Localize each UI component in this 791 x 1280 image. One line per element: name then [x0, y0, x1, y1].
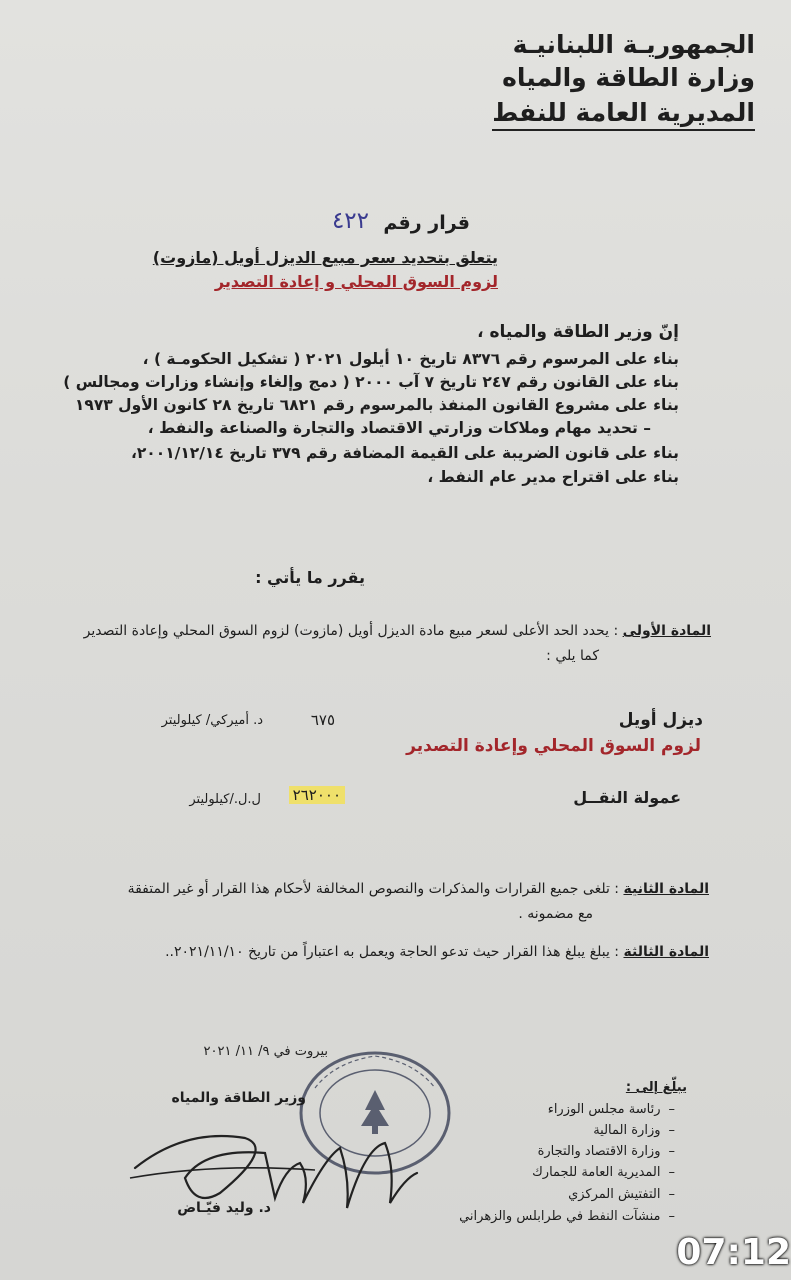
- distribution-item: – منشآت النفط في طرابلس والزهراني: [459, 1209, 675, 1224]
- article-3: [165, 944, 709, 960]
- commission-value-highlight: ٢٦٢٠٠٠: [289, 786, 345, 804]
- price-value: ٦٧٥: [310, 711, 335, 729]
- decision-subject: يتعلق بتحديد سعر مبيع الديزل أويل (مازوت): [152, 248, 498, 267]
- distribution-item: – وزارة الاقتصاد والتجارة: [538, 1144, 675, 1159]
- distribution-heading: يبلّغ إلى :: [625, 1080, 687, 1095]
- video-timestamp: 07:12: [676, 1232, 791, 1273]
- handwritten-signature: [125, 1108, 425, 1218]
- header-republic: الجمهوريـة اللبنانيـة: [512, 30, 755, 59]
- decides-heading: يقرر ما يأتي :: [255, 568, 365, 587]
- header-ministry: وزارة الطاقة والمياه: [502, 63, 755, 92]
- preamble-item: – تحديد مهام وملاكات وزارتي الاقتصاد والتجارة والصناعة والنفط ،: [147, 419, 651, 437]
- article-3-label: المادة الثالثة: [623, 944, 709, 960]
- article-1-text: : يحدد الحد الأعلى لسعر مبيع مادة الديزل أويل (مازوت) لزوم السوق المحلي وإعادة التصدير: [83, 623, 619, 639]
- header-directorate: المديرية العامة للنفط: [492, 98, 755, 131]
- preamble-item: بناء على مشروع القانون المنفذ بالمرسوم رقم ٦٨٢١ تاريخ ٢٨ كانون الأول ١٩٧٣: [74, 396, 679, 414]
- commission-label: عمولة النقــل: [573, 788, 681, 807]
- article-1-label: المادة الأولى: [622, 623, 711, 639]
- commission-value: [289, 786, 345, 804]
- article-2-cont: مع مضمونه .: [518, 906, 593, 922]
- price-market: لزوم السوق المحلي وإعادة التصدير: [406, 736, 701, 756]
- preamble-item: بناء على المرسوم رقم ٨٣٧٦ تاريخ ١٠ أيلول ٢٠٢١ ( تشكيل الحكومـة ) ،: [142, 350, 679, 368]
- preamble-item: بناء على اقتراح مدير عام النفط ،: [427, 468, 679, 486]
- article-2-label: المادة الثانية: [623, 881, 709, 897]
- distribution-item: – التفتيش المركزي: [568, 1187, 675, 1202]
- decision-title: قرار رقم: [383, 212, 470, 234]
- price-unit: د. أميركي/ كيلوليتر: [161, 713, 263, 728]
- preamble-item: بناء على القانون رقم ٢٤٧ تاريخ ٧ آب ٢٠٠٠ ( دمج وإلغاء وإنشاء وزارات ومجالس ): [63, 373, 679, 391]
- article-2-text: : تلغى جميع القرارات والمذكرات والنصوص المخالفة لأحكام هذا القرار أو غير المتفقة: [127, 881, 620, 897]
- article-1: [84, 623, 711, 639]
- decision-subject-market: لزوم السوق المحلي و إعادة التصدير: [214, 272, 498, 291]
- distribution-item: – رئاسة مجلس الوزراء: [548, 1102, 675, 1117]
- signatory-name: د. وليد فيّـاض: [177, 1200, 271, 1216]
- preamble-item: بناء على قانون الضريبة على القيمة المضافة رقم ٣٧٩ تاريخ ٢٠٠١/١٢/١٤،: [130, 444, 679, 462]
- signatory-title: وزير الطاقة والمياه: [171, 1090, 306, 1106]
- preamble-opening: إنّ وزير الطاقة والمياه ،: [477, 322, 679, 342]
- article-1-cont: كما يلي :: [546, 648, 599, 664]
- distribution-item: – وزارة المالية: [593, 1123, 675, 1138]
- place-date: بيروت في ٩/ ١١/ ٢٠٢١: [203, 1044, 328, 1059]
- article-3-text: : يبلغ يبلغ هذا القرار حيث تدعو الحاجة ويعمل به اعتباراً من تاريخ ٢٠٢١/١١/١٠..: [165, 944, 620, 960]
- distribution-item: – المديرية العامة للجمارك: [532, 1165, 675, 1180]
- commission-unit: ل.ل./كيلوليتر: [189, 792, 261, 807]
- article-2: [128, 881, 709, 897]
- decision-number: ٤٢٢: [331, 208, 369, 234]
- price-product: ديزل أويل: [618, 710, 703, 730]
